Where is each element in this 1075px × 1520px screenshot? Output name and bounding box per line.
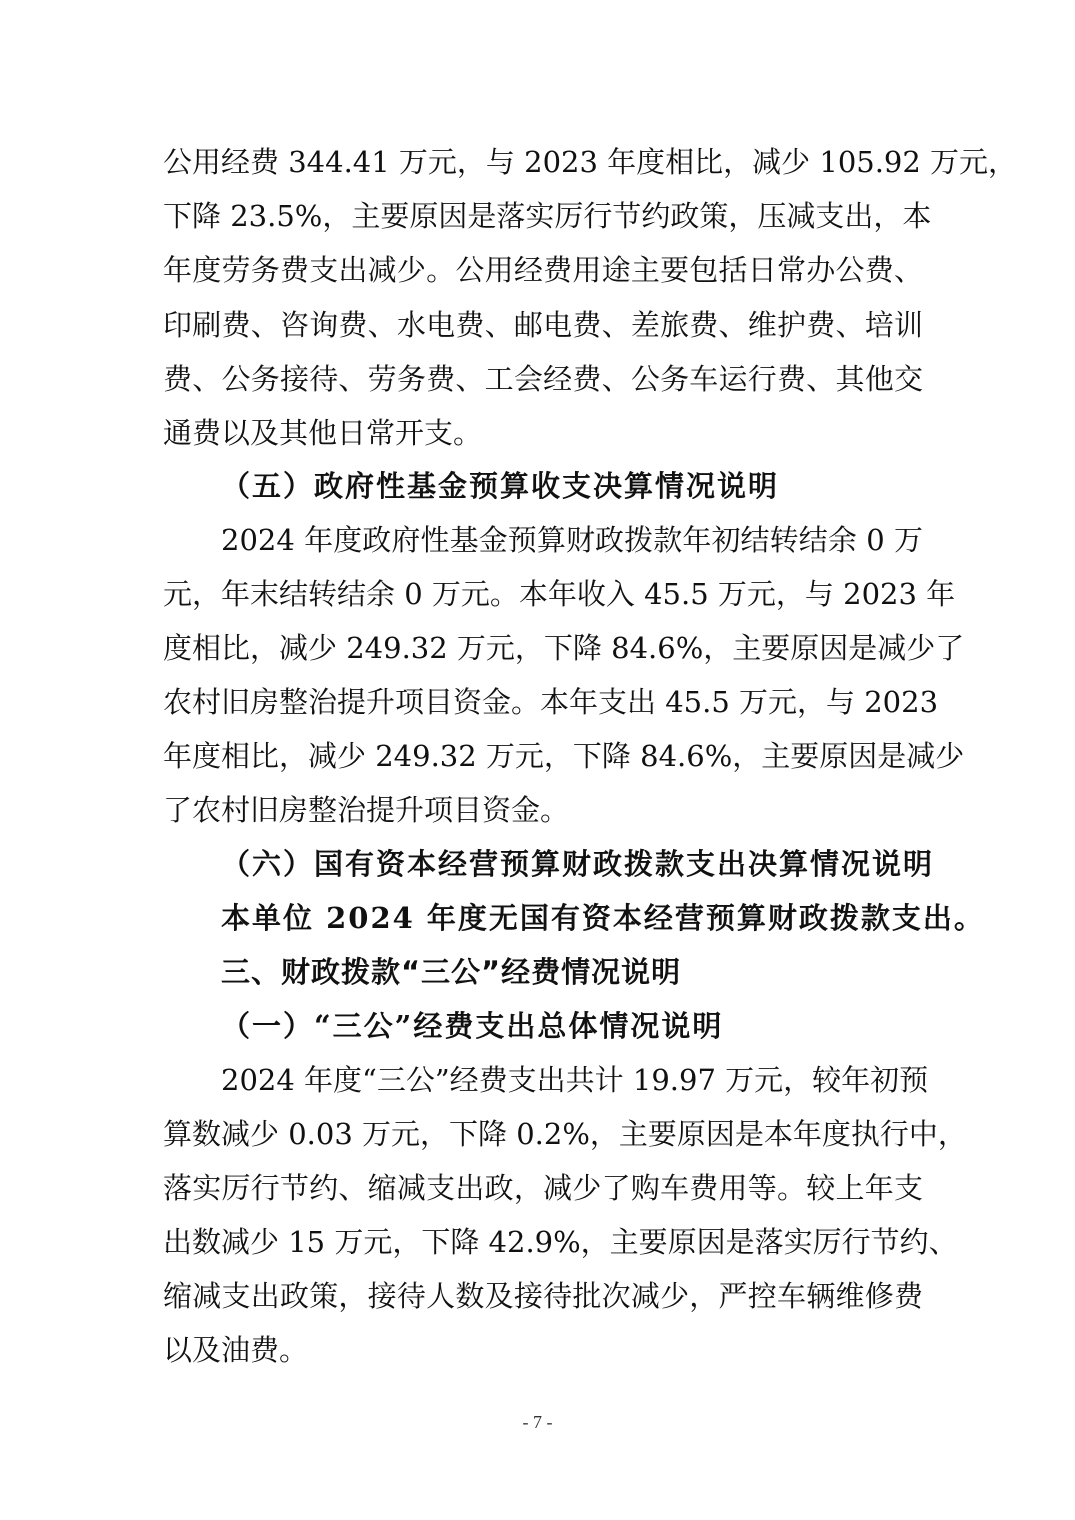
- paragraph-line: 了农村旧房整治提升项目资金。: [163, 793, 570, 827]
- paragraph-line: 缩减支出政策，接待人数及接待批次减少，严控车辆维修费: [163, 1279, 923, 1313]
- paragraph-line: 以及油费。: [163, 1333, 309, 1367]
- section-heading-1: （一）“三公”经费支出总体情况说明: [221, 1009, 724, 1043]
- paragraph-line: 费、公务接待、劳务费、工会经费、公务车运行费、其他交: [163, 362, 923, 396]
- paragraph-line: 年度相比，减少 249.32 万元，下降 84.6%，主要原因是减少: [163, 739, 965, 773]
- paragraph-line: 落实厉行节约、缩减支出政，减少了购车费用等。较上年支: [163, 1171, 923, 1205]
- paragraph-line: 印刷费、咨询费、水电费、邮电费、差旅费、维护费、培训: [163, 308, 923, 342]
- page-number: - 7 -: [522, 1412, 553, 1432]
- paragraph-line: 下降 23.5%，主要原因是落实厉行节约政策，压减支出，本: [163, 199, 932, 233]
- paragraph-line: 算数减少 0.03 万元，下降 0.2%，主要原因是本年度执行中，: [163, 1117, 967, 1151]
- chapter-heading-3: 三、财政拨款“三公”经费情况说明: [221, 955, 682, 989]
- paragraph-line: 度相比，减少 249.32 万元，下降 84.6%，主要原因是减少了: [163, 631, 965, 665]
- paragraph-line: 元，年末结转结余 0 万元。本年收入 45.5 万元，与 2023 年: [163, 577, 956, 611]
- paragraph-line: 年度劳务费支出减少。公用经费用途主要包括日常办公费、: [163, 253, 923, 287]
- paragraph-line: 通费以及其他日常开支。: [163, 416, 483, 450]
- section-heading-6: （六）国有资本经营预算财政拨款支出决算情况说明: [221, 847, 935, 881]
- paragraph-line: 2024 年度政府性基金预算财政拨款年初结转结余 0 万: [221, 523, 923, 557]
- paragraph-line: 出数减少 15 万元，下降 42.9%，主要原因是落实厉行节约、: [163, 1225, 958, 1259]
- paragraph-line: 公用经费 344.41 万元，与 2023 年度相比，减少 105.92 万元，: [163, 145, 1018, 179]
- section-statement: 本单位 2024 年度无国有资本经营预算财政拨款支出。: [221, 901, 985, 935]
- section-heading-5: （五）政府性基金预算收支决算情况说明: [221, 469, 780, 503]
- paragraph-line: 农村旧房整治提升项目资金。本年支出 45.5 万元，与 2023: [163, 685, 939, 719]
- paragraph-line: 2024 年度“三公”经费支出共计 19.97 万元，较年初预: [221, 1063, 929, 1097]
